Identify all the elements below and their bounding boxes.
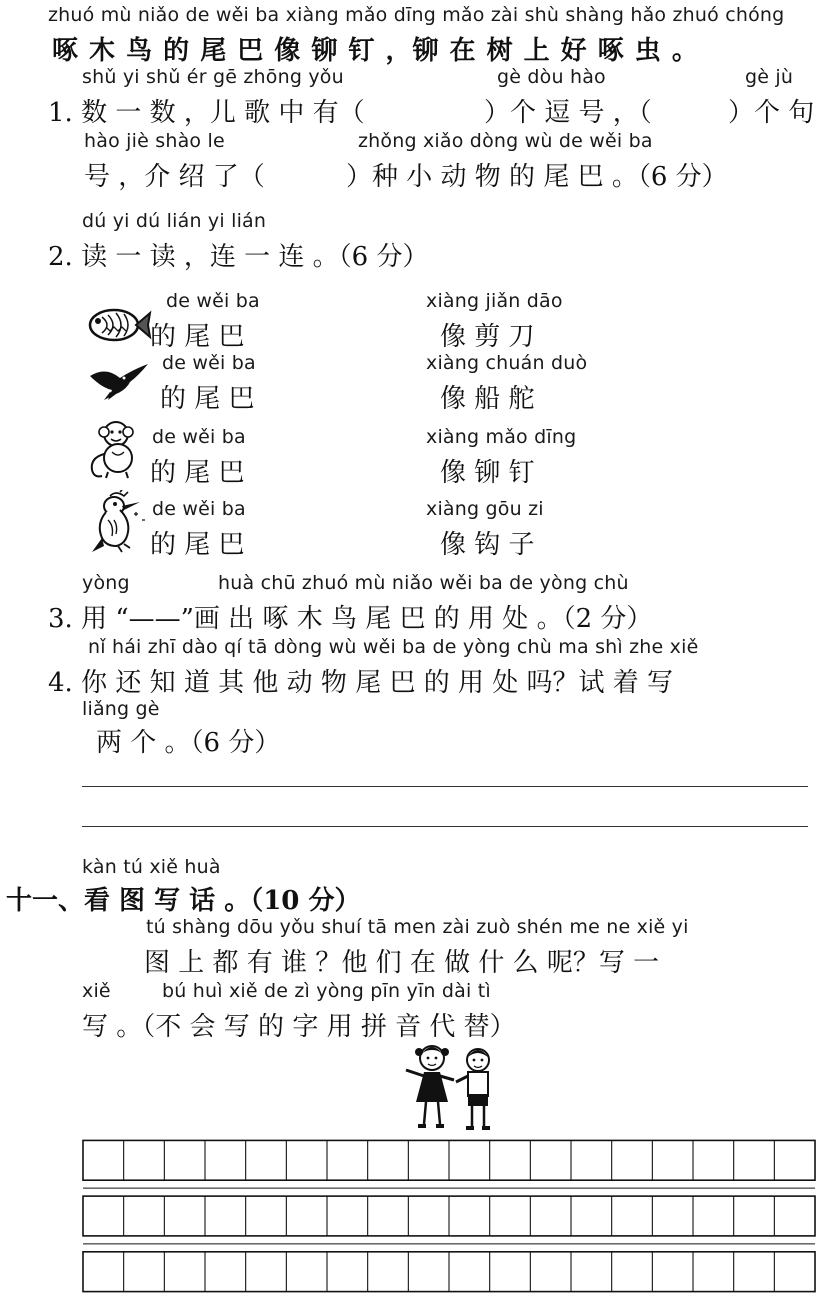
q1-pinyin-c: gè jù xyxy=(745,66,794,88)
q1-pinyin-b: gè dòu hào xyxy=(497,66,606,88)
q2-pinyin: dú yi dú lián yi lián xyxy=(82,210,267,232)
q2-left-pinyin-2: de wěi ba xyxy=(162,352,256,374)
intro-sentence: 啄 木 鸟 的 尾 巴 像 铆 钉 ，铆 在 树 上 好 啄 虫 。 xyxy=(52,36,699,66)
q1-pinyin2-b: zhǒng xiǎo dòng wù de wěi ba xyxy=(358,130,653,152)
q2-left-text-3: 的 尾 巴 xyxy=(150,458,245,488)
q2-left-text-1: 的 尾 巴 xyxy=(150,322,245,352)
answer-line-1[interactable] xyxy=(82,786,808,787)
q1-line1-a: 1. 数 一 数 ，儿 歌 中 有（ xyxy=(48,98,365,128)
children-icon xyxy=(402,1040,506,1136)
q2-right-text-1: 像 剪 刀 xyxy=(440,322,535,352)
section11-pinyin: kàn tú xiě huà xyxy=(82,856,221,878)
q2-left-pinyin-4: de wěi ba xyxy=(152,498,246,520)
q3-pinyin-b: huà chū zhuó mù niǎo wěi ba de yòng chù xyxy=(218,572,629,594)
q1-pinyin-a: shǔ yi shǔ ér gē zhōng yǒu xyxy=(82,66,344,88)
swallow-icon xyxy=(86,360,156,400)
section11-text3: 写 。（不 会 写 的 字 用 拼 音 代 替） xyxy=(82,1012,516,1042)
q2-right-pinyin-4: xiàng gōu zi xyxy=(426,498,544,520)
q1-line1-c: ）个 句 xyxy=(728,98,815,128)
q1-line2-b: ）种 小 动 物 的 尾 巴 。（6 分） xyxy=(346,162,728,192)
q2-right-text-3: 像 铆 钉 xyxy=(440,458,535,488)
monkey-icon xyxy=(86,418,148,480)
q2-right-text-4: 像 钩 子 xyxy=(440,530,535,560)
q3-pinyin-a: yòng xyxy=(82,572,130,594)
section11-pinyin2: tú shàng dōu yǒu shuí tā men zài zuò shén me ne xiě yi xyxy=(146,916,689,938)
section11-pinyin3-b: bú huì xiě de zì yòng pīn yīn dài tì xyxy=(162,980,491,1002)
q1-pinyin2-a: hào jiè shào le xyxy=(84,130,225,152)
q2-right-pinyin-3: xiàng mǎo dīng xyxy=(426,426,577,448)
q4-pinyin: nǐ hái zhī dào qí tā dòng wù wěi ba de yòng chù ma shì zhe xiě xyxy=(88,636,699,658)
intro-pinyin: zhuó mù niǎo de wěi ba xiàng mǎo dīng mǎo zài shù shàng hǎo zhuó chóng xyxy=(48,4,785,26)
q2-right-pinyin-1: xiàng jiǎn dāo xyxy=(426,290,563,312)
section11-text2: 图 上 都 有 谁 ？他 们 在 做 什 么 呢？写 一 xyxy=(144,948,660,978)
answer-line-2[interactable] xyxy=(82,826,808,827)
woodpecker-icon xyxy=(84,490,150,554)
q4-text: 4. 你 还 知 道 其 他 动 物 尾 巴 的 用 处 吗？试 着 写 xyxy=(48,668,674,698)
q1-line2-a: 号 ，介 绍 了（ xyxy=(84,162,265,192)
q2-left-text-4: 的 尾 巴 xyxy=(150,530,245,560)
q1-line1-b: ）个 逗 号 ，（ xyxy=(484,98,652,128)
q2-right-text-2: 像 船 舵 xyxy=(440,384,535,414)
q4-pinyin2: liǎng gè xyxy=(82,698,160,720)
section11-title: 十一、看 图 写 话 。（10 分） xyxy=(6,886,361,916)
q3-text: 3. 用 “——”画 出 啄 木 鸟 尾 巴 的 用 处 。（2 分） xyxy=(48,604,653,634)
q2-title: 2. 读 一 读 ，连 一 连 。（6 分） xyxy=(48,242,429,272)
section11-pinyin3-a: xiě xyxy=(82,980,111,1002)
q4-text2: 两 个 。（6 分） xyxy=(96,728,281,758)
q2-right-pinyin-2: xiàng chuán duò xyxy=(426,352,588,374)
q2-left-text-2: 的 尾 巴 xyxy=(160,384,255,414)
q2-left-pinyin-3: de wěi ba xyxy=(152,426,246,448)
fish-icon xyxy=(86,305,152,345)
q2-left-pinyin-1: de wěi ba xyxy=(166,290,260,312)
writing-grid[interactable] xyxy=(82,1138,818,1296)
